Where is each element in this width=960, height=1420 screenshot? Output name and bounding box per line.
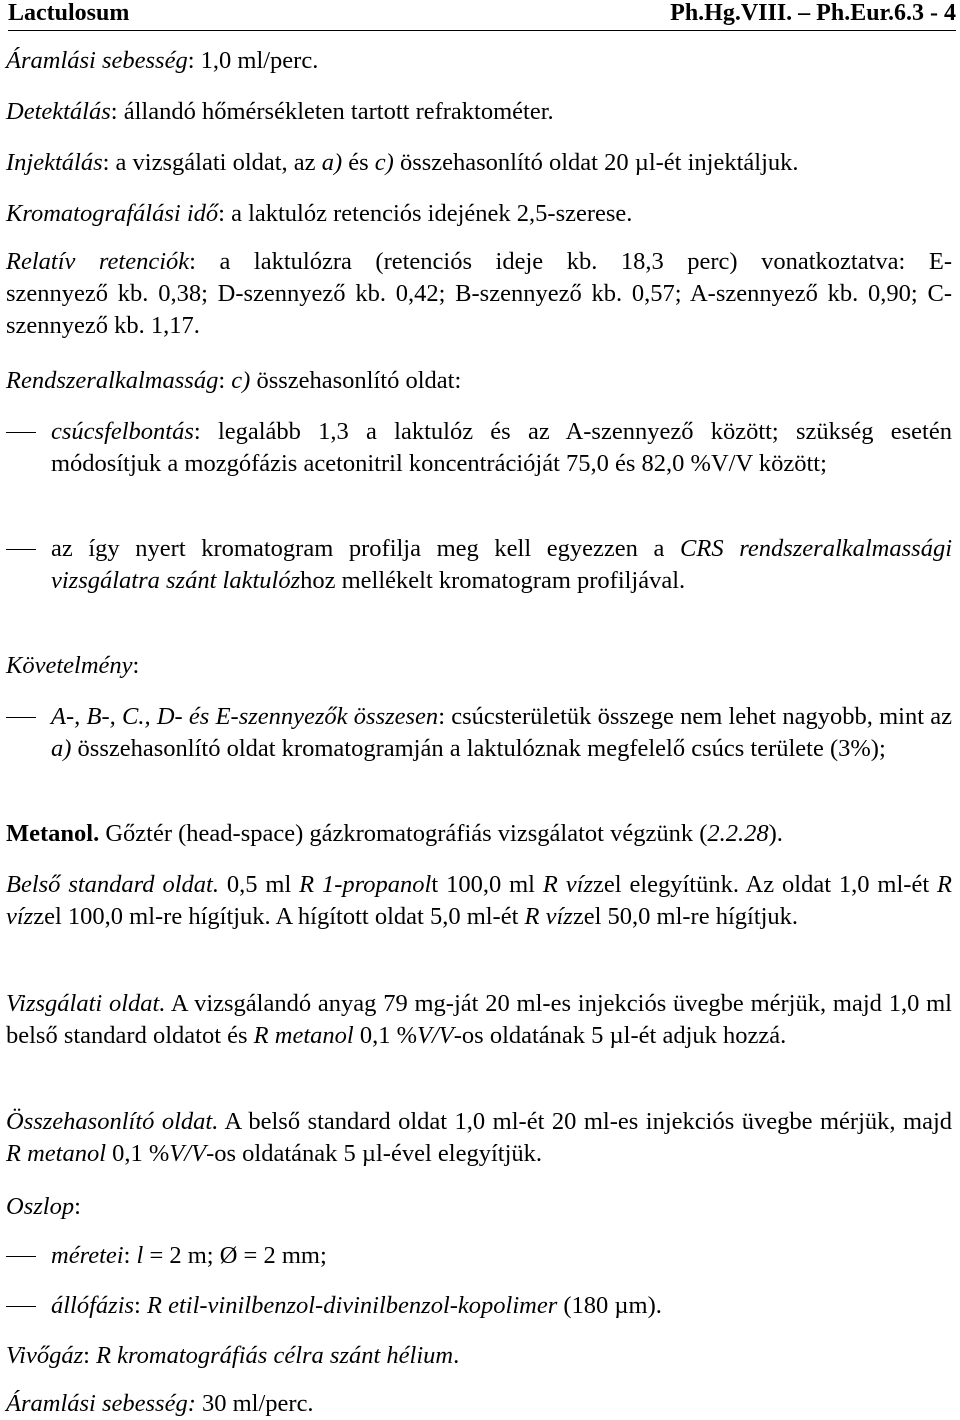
relative-retention-first-line: Relatív retenciók: a laktulózra (retenciós ideje kb. 18,3 perc) vonatkoztatva: E- <box>6 248 953 275</box>
list-item-resolution: csúcsfelbontás: legalább 1,3 a laktulóz és az A-szennyező között; szükség esetén módosítjuk a mozgófázis acetonitril koncentrációját 75,0 és 82,0 %V/V között; <box>6 416 952 480</box>
flow-rate-paragraph: Áramlási sebesség: 1,0 ml/perc. <box>6 47 319 74</box>
internal-standard-paragraph: Belső standard oldat. 0,5 ml R 1-propanolt 100,0 ml R vízzel elegyítünk. Az oldat 1,0 ml-ét R vízzel 100,0 ml-re hígítjuk. A hígított oldat 5,0 ml-ét R vízzel 50,0 ml-re hígítjuk. <box>6 871 953 930</box>
carrier-gas-paragraph: Vivőgáz: R kromatográfiás célra szánt hélium. <box>6 1342 460 1369</box>
reference-solution-paragraph: Összehasonlító oldat. A belső standard oldat 1,0 ml-ét 20 ml-es injekciós üvegbe mérjük, majd R metanol 0,1 %V/V-os oldatának 5 µl-ével elegyítjük. <box>6 1108 952 1167</box>
relative-retention-values: szennyező kb. 0,38; D-szennyező kb. 0,42; B-szennyező kb. 0,57; A-szennyező kb. 0,90; C-szennyező kb. 1,17. <box>6 280 952 339</box>
dash-bullet <box>6 1256 36 1257</box>
list-item-chromatogram-profile: az így nyert kromatogram profilja meg kell egyezzen a CRS rendszeralkalmassági vizsgálatra szánt laktulózhoz mellékelt kromatogram profiljával. <box>6 533 952 597</box>
run-time-paragraph: Kromatografálási idő: a laktulóz retenciós idejének 2,5-szerese. <box>6 200 633 227</box>
relative-retention-paragraph <box>6 246 952 342</box>
requirement-paragraph: Követelmény: <box>6 652 140 679</box>
column-paragraph: Oszlop: <box>6 1193 81 1220</box>
dash-bullet <box>6 717 36 718</box>
dash-bullet <box>6 1306 36 1307</box>
injection-paragraph: Injektálás: a vizsgálati oldat, az a) és c) összehasonlító oldat 20 µl-ét injektáljuk. <box>6 149 799 176</box>
list-item-dimensions: méretei: l = 2 m; Ø = 2 mm; <box>6 1240 952 1272</box>
gas-flow-rate-paragraph: Áramlási sebesség: 30 ml/perc. <box>6 1390 314 1417</box>
detection-paragraph: Detektálás: állandó hőmérsékleten tartott refraktométer. <box>6 98 554 125</box>
dash-bullet <box>6 432 36 433</box>
page-header <box>8 0 956 31</box>
monograph-title: Lactulosum <box>8 0 130 26</box>
list-item-stationary-phase: állófázis: R etil-vinilbenzol-divinilbenzol-kopolimer (180 µm). <box>6 1290 952 1322</box>
list-item-impurities-total: A-, B-, C., D- és E-szennyezők összesen: csúcsterületük összege nem lehet nagyobb, mint az a) összehasonlító oldat kromatogramján a laktulóznak megfelelő csúcs területe (3%); <box>6 701 952 765</box>
pharmacopoeia-reference: Ph.Hg.VIII. – Ph.Eur.6.3 - 4 <box>670 0 956 26</box>
system-suitability-paragraph: Rendszeralkalmasság: c) összehasonlító oldat: <box>6 367 462 394</box>
test-solution-paragraph: Vizsgálati oldat. A vizsgálandó anyag 79 mg-ját 20 ml-es injekciós üvegbe mérjük, majd 1,0 ml belső standard oldatot és R metanol 0,1 %V/V-os oldatának 5 µl-ét adjuk hozzá. <box>6 990 952 1049</box>
dash-bullet <box>6 549 36 550</box>
methanol-paragraph: Metanol. Gőztér (head-space) gázkromatográfiás vizsgálatot végzünk (2.2.28). <box>6 820 783 847</box>
